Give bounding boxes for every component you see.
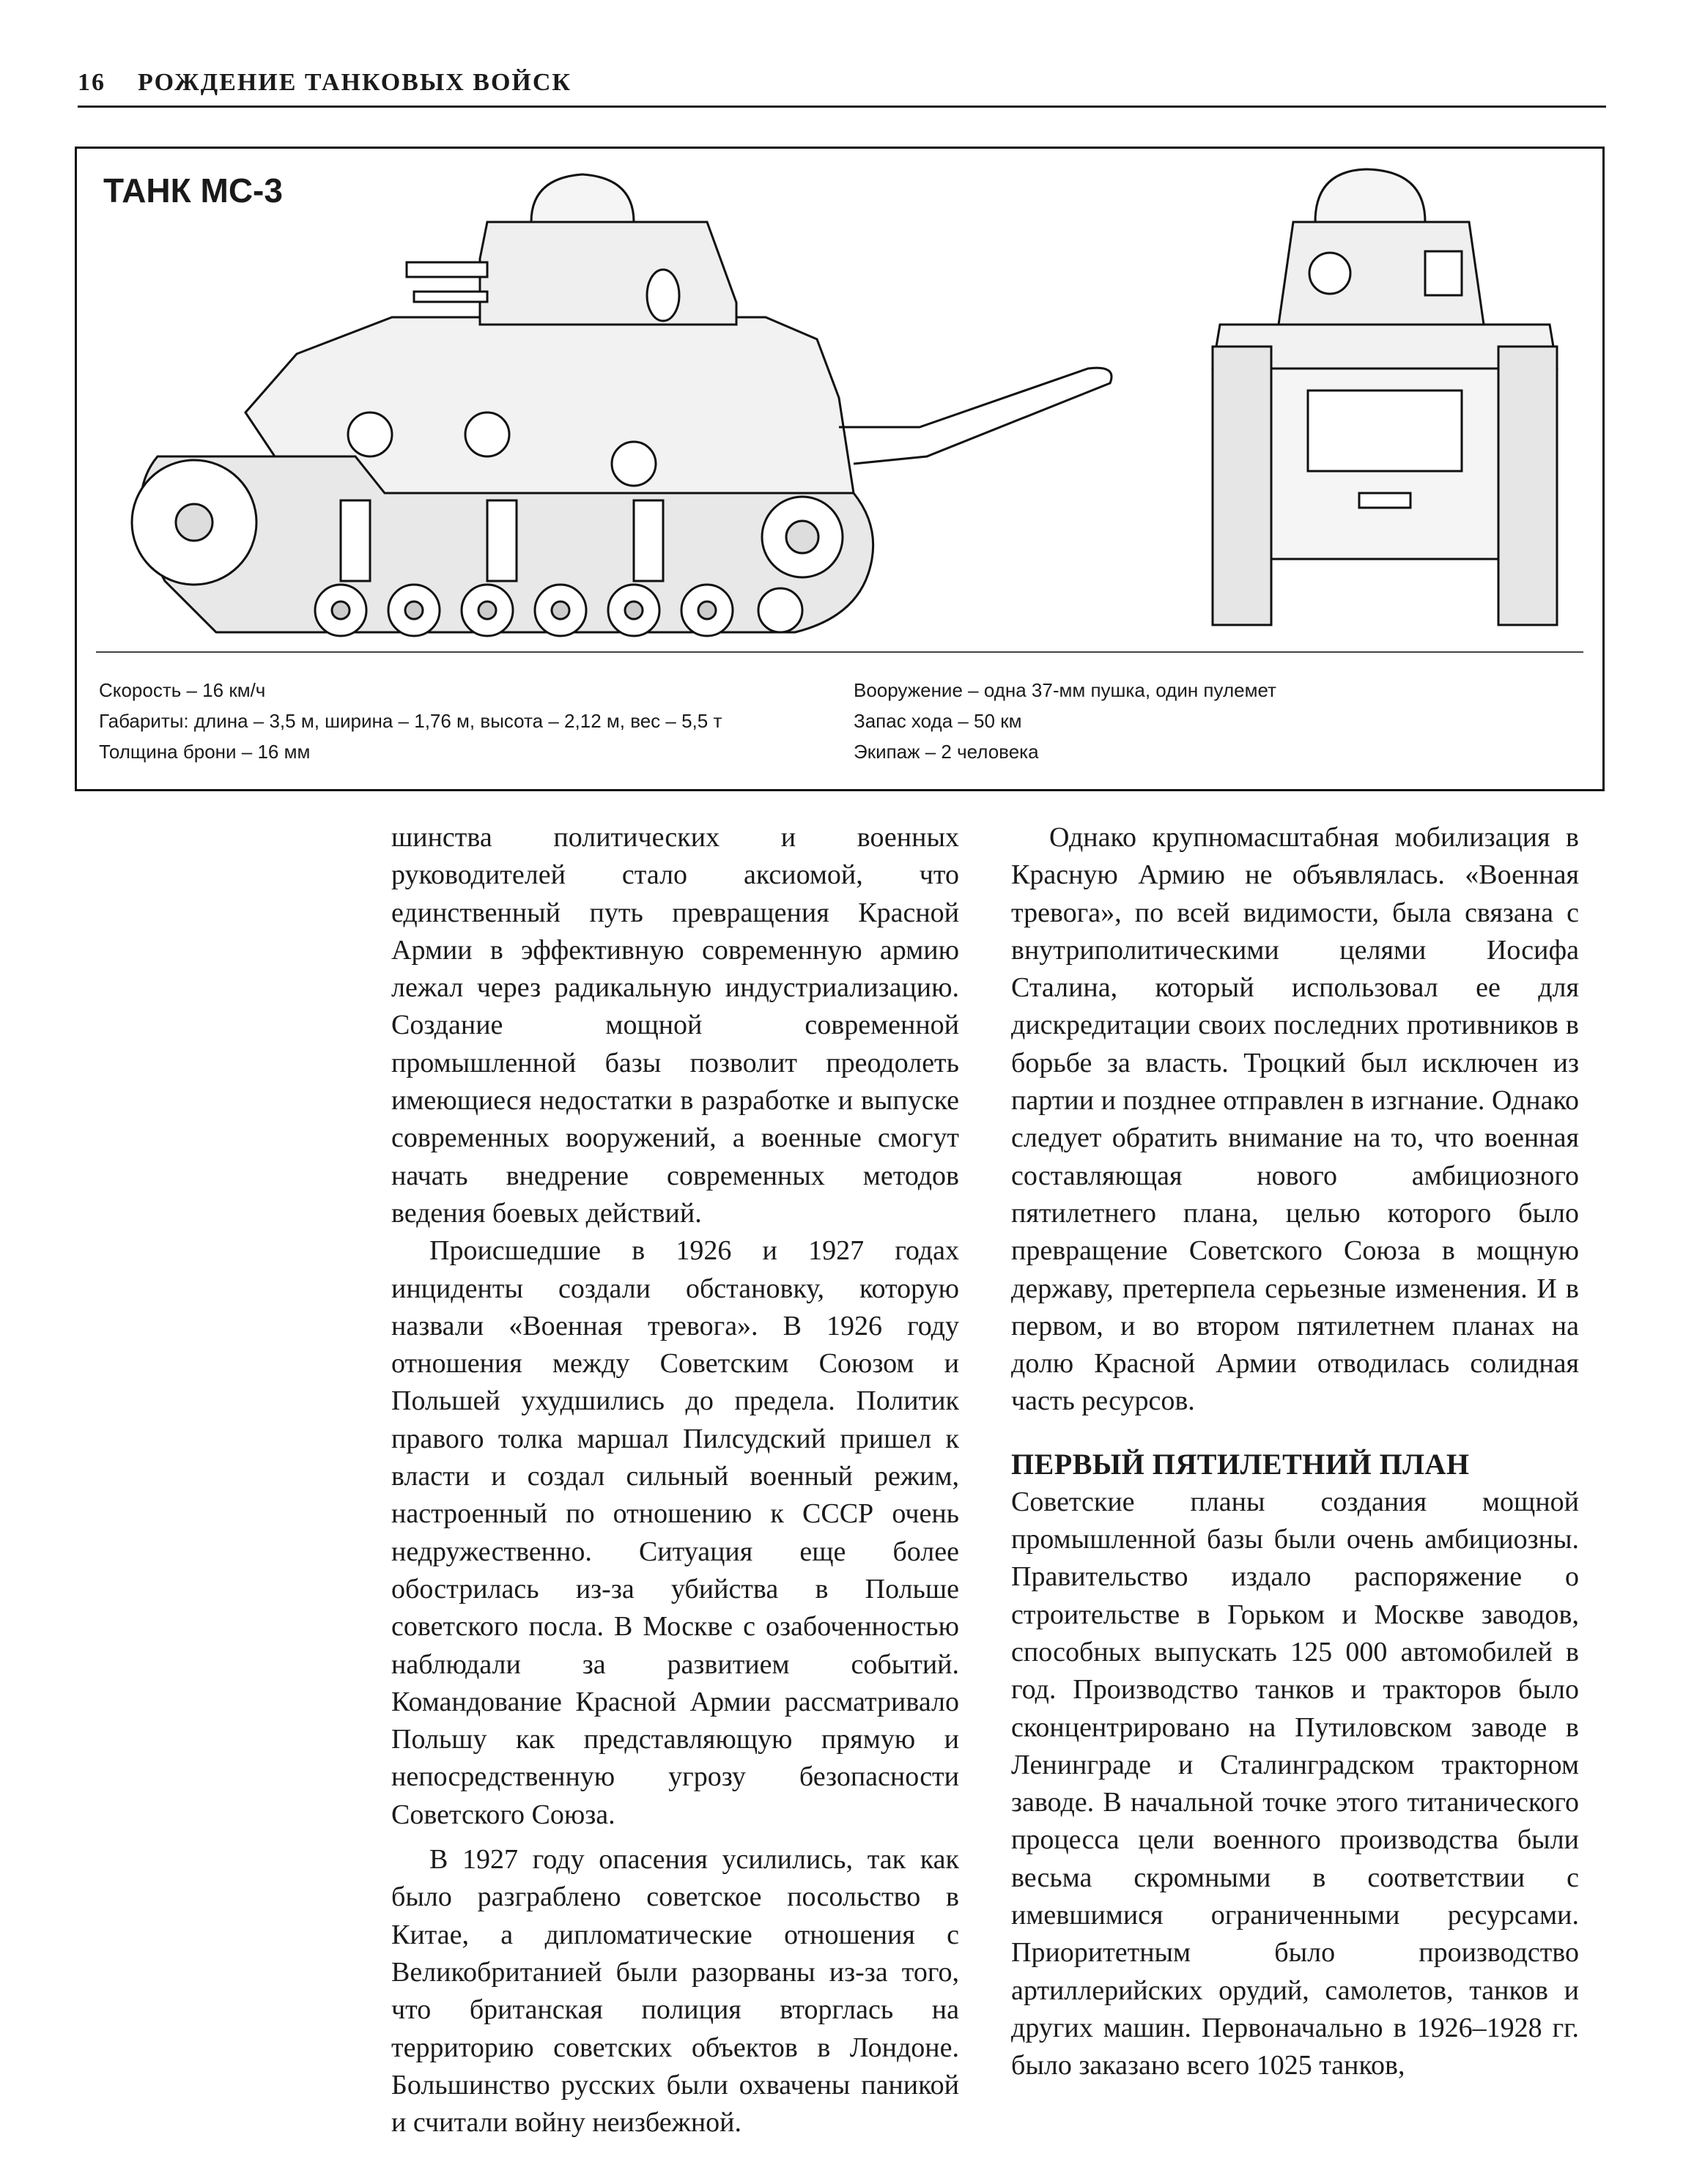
spec-armament: Вооружение – одна 37-мм пушка, один пулемет bbox=[854, 679, 1276, 701]
specs-left bbox=[99, 675, 722, 767]
spec-armor: Толщина брони – 16 мм bbox=[99, 741, 311, 763]
page-number: 16 bbox=[78, 69, 106, 96]
page-header bbox=[78, 67, 1606, 108]
spec-range: Запас хода – 50 км bbox=[854, 710, 1022, 732]
turret bbox=[480, 222, 736, 325]
machine-gun bbox=[414, 292, 487, 302]
running-title: РОЖДЕНИЕ ТАНКОВЫХ ВОЙСК bbox=[138, 69, 572, 96]
gun bbox=[407, 262, 487, 277]
spec-speed: Скорость – 16 км/ч bbox=[99, 679, 266, 701]
paragraph: Происшедшие в 1926 и 1927 годах инциденты создали обстановку, которую назвали «Военная тревога». В 1926 году отношения между Советским Союзом и Польшей ухудшились до предела. Политик правого толка маршал Пилсудский пришел к власти и создал сильный военный режим, настроенный по отношению к СССР очень недружественно. Ситуация еще более обострилась из-за убийства в Польше советского посла. В Москве с озабоченностью наблюдали за развитием событий. Командование Красной Армии рассматривало Польшу как представляющую прямую и непосредственную угрозу безопасности Советского Союза. bbox=[391, 1235, 959, 1830]
paragraph: шинства политических и военных руководителей стало аксиомой, что единственный путь превращения Красной Армии в эффективную современную армию лежал через радикальную индустриализацию. Создание мощной современной промышленной базы позволит преодолеть имеющиеся недостатки в разработке и выпуске современных вооружений, а военные смогут начать внедрение современных методов ведения боевых действий. bbox=[391, 822, 959, 1229]
cupola bbox=[531, 174, 634, 222]
tank-front-view bbox=[1213, 169, 1557, 625]
tank-side-view-illustration bbox=[77, 149, 1602, 647]
section-heading: ПЕРВЫЙ ПЯТИЛЕТНИЙ ПЛАН bbox=[1011, 1447, 1470, 1481]
turret-hatch bbox=[647, 270, 679, 321]
spec-crew: Экипаж – 2 человека bbox=[854, 741, 1039, 763]
figure-divider bbox=[96, 651, 1583, 653]
rear-tail bbox=[839, 368, 1112, 464]
paragraph: Однако крупномасштабная мобилизация в Красную Армию не объявлялась. «Военная тревога», по всей видимости, была связана с внутриполитическими целями Иосифа Сталина, который использовал ее для дискредитации своих последних противников в борьбе за власть. Троцкий был исключен из партии и позднее отправлен в изгнание. Однако следует обратить внимание на то, что военная составляющая нового амбициозного пятилетнего плана, целью которого было превращение Советского Союза в мощную державу, претерпела серьезные изменения. И в первом, и во втором пятилетнем планах на долю Красной Армии отводилась солидная часть ресурсов. bbox=[1011, 822, 1579, 1417]
text-column-right bbox=[1011, 819, 1579, 2085]
text-column-left bbox=[391, 819, 959, 2142]
figure-title: ТАНК МС-3 bbox=[103, 171, 283, 210]
spec-dimensions: Габариты: длина – 3,5 м, ширина – 1,76 м, высота – 2,12 м, вес – 5,5 т bbox=[99, 710, 722, 732]
paragraph: В 1927 году опасения усилились, так как было разграблено советское посольство в Китае, а дипломатические отношения с Великобританией были разорваны из-за того, что британская полиция вторглась на территорию советских объектов в Лондоне. Большинство русских были охвачены паникой и считали войну неизбежной. bbox=[391, 1844, 959, 2139]
tank-figure bbox=[75, 147, 1605, 791]
paragraph: Советские планы создания мощной промышленной базы были очень амбициозны. Правительство издало распоряжение о строительстве в Горьком и Москве заводов, способных выпускать 125 000 автомобилей в год. Производство танков и тракторов было сконцентрировано на Путиловском заводе в Ленинграде и Сталинградском тракторном заводе. В начальной точке этого титанического процесса цели военного производства были весьма скромными в соответствии с имевшимися ограниченными ресурсами. Приоритетным было производство артиллерийских орудий, самолетов, танков и других машин. Первоначально в 1926–1928 гг. было заказано всего 1025 танков, bbox=[1011, 1486, 1579, 2081]
specs-right bbox=[854, 675, 1276, 767]
